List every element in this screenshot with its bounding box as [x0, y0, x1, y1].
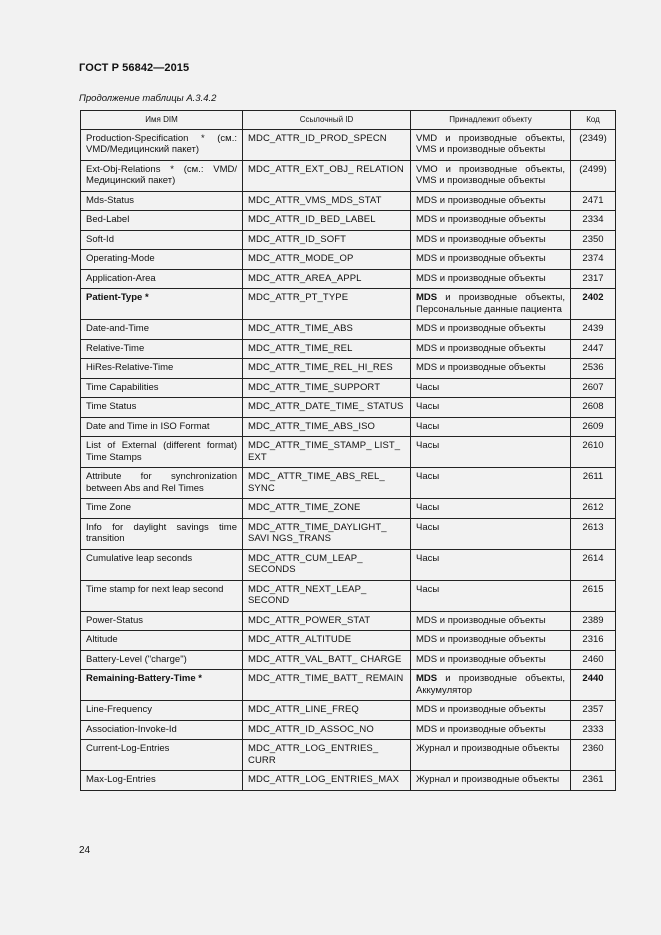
cell-dim-name: Time Zone	[81, 499, 243, 519]
cell-dim-name: Operating-Mode	[81, 250, 243, 270]
table-row	[81, 499, 616, 519]
cell-code: 2360	[571, 740, 616, 771]
cell-reference-id: MDC_ATTR_NEXT_LEAP_ SECOND	[243, 580, 411, 611]
cell-reference-id: MDC_ATTR_TIME_ABS_ISO	[243, 417, 411, 437]
table-row	[81, 518, 616, 549]
table-row	[81, 631, 616, 651]
cell-code: 2471	[571, 191, 616, 211]
cell-dim-name: Relative-Time	[81, 339, 243, 359]
cell-owner-object: Часы	[411, 378, 571, 398]
cell-code: (2349)	[571, 129, 616, 160]
cell-reference-id: MDC_ATTR_AREA_APPL	[243, 269, 411, 289]
cell-dim-name: Altitude	[81, 631, 243, 651]
cell-dim-name: Bed-Label	[81, 211, 243, 231]
table-caption: Продолжение таблицы А.3.4.2	[79, 93, 217, 104]
cell-reference-id: MDC_ATTR_TIME_BATT_ REMAIN	[243, 670, 411, 701]
cell-reference-id: MDC_ATTR_VMS_MDS_STAT	[243, 191, 411, 211]
cell-code: 2447	[571, 339, 616, 359]
column-header-reference-id: Ссылочный ID	[243, 111, 411, 130]
cell-dim-name: Soft-Id	[81, 230, 243, 250]
cell-dim-name: Cumulative leap seconds	[81, 549, 243, 580]
table-row	[81, 580, 616, 611]
cell-code: 2615	[571, 580, 616, 611]
cell-reference-id: MDC_ATTR_TIME_REL_HI_RES	[243, 359, 411, 379]
cell-owner-object: MDS и производные объекты	[411, 701, 571, 721]
cell-reference-id: MDC_ATTR_DATE_TIME_ STATUS	[243, 398, 411, 418]
cell-code: 2439	[571, 320, 616, 340]
cell-owner-object: Часы	[411, 518, 571, 549]
cell-code: 2609	[571, 417, 616, 437]
cell-dim-name: Time stamp for next leap second	[81, 580, 243, 611]
cell-owner-object: Часы	[411, 398, 571, 418]
table-body	[81, 129, 616, 790]
cell-reference-id: MDC_ATTR_TIME_DAYLIGHT_ SAVI NGS_TRANS	[243, 518, 411, 549]
cell-reference-id: MDC_ATTR_ID_SOFT	[243, 230, 411, 250]
page-number: 24	[79, 845, 91, 856]
cell-code: 2402	[571, 289, 616, 320]
cell-owner-object: MDS и производные объекты	[411, 631, 571, 651]
cell-code: 2607	[571, 378, 616, 398]
cell-owner-object: MDS и производные объекты	[411, 720, 571, 740]
cell-dim-name: Application-Area	[81, 269, 243, 289]
table-row	[81, 359, 616, 379]
cell-code: 2317	[571, 269, 616, 289]
cell-dim-name: Power-Status	[81, 611, 243, 631]
table-row	[81, 701, 616, 721]
cell-code: 2460	[571, 650, 616, 670]
cell-reference-id: MDC_ATTR_TIME_SUPPORT	[243, 378, 411, 398]
table-row	[81, 468, 616, 499]
cell-reference-id: MDC_ATTR_POWER_STAT	[243, 611, 411, 631]
cell-reference-id: MDC_ATTR_LOG_ENTRIES_ CURR	[243, 740, 411, 771]
cell-code: 2613	[571, 518, 616, 549]
cell-code: 2361	[571, 771, 616, 791]
cell-dim-name: Attribute for synchronization between Abs and Rel Times	[81, 468, 243, 499]
owner-rest: и производные объекты, Аккумулятор	[416, 673, 565, 696]
cell-reference-id: MDC_ATTR_LOG_ENTRIES_MAX	[243, 771, 411, 791]
cell-dim-name: Date and Time in ISO Format	[81, 417, 243, 437]
table-row	[81, 191, 616, 211]
cell-owner-object: Журнал и производные объекты	[411, 740, 571, 771]
cell-code: 2610	[571, 437, 616, 468]
cell-dim-name: Current-Log-Entries	[81, 740, 243, 771]
cell-code: 2333	[571, 720, 616, 740]
cell-dim-name: Remaining-Battery-Time *	[81, 670, 243, 701]
cell-dim-name: Patient-Type *	[81, 289, 243, 320]
cell-dim-name: Max-Log-Entries	[81, 771, 243, 791]
table-row	[81, 740, 616, 771]
table-row	[81, 771, 616, 791]
cell-owner-object: VMO и производные объекты, VMS и производные объекты	[411, 160, 571, 191]
cell-reference-id: MDC_ATTR_ID_ASSOC_NO	[243, 720, 411, 740]
cell-code: 2608	[571, 398, 616, 418]
cell-code: 2316	[571, 631, 616, 651]
cell-owner-object: MDS и производные объекты	[411, 269, 571, 289]
cell-owner-object: MDS и производные объекты	[411, 359, 571, 379]
cell-reference-id: MDC_ATTR_TIME_ZONE	[243, 499, 411, 519]
owner-bold-prefix: MDS	[416, 292, 438, 303]
cell-dim-name: Time Status	[81, 398, 243, 418]
table-row	[81, 230, 616, 250]
table-row	[81, 611, 616, 631]
cell-dim-name: Info for daylight savings time transition	[81, 518, 243, 549]
attributes-table	[80, 110, 616, 791]
table-row	[81, 320, 616, 340]
cell-owner-object: Часы	[411, 437, 571, 468]
column-header-code: Код	[571, 111, 616, 130]
table-row	[81, 437, 616, 468]
cell-dim-name: List of External (different format) Time Stamps	[81, 437, 243, 468]
cell-reference-id: MDC_ATTR_TIME_ABS	[243, 320, 411, 340]
cell-code: 2334	[571, 211, 616, 231]
table-row	[81, 398, 616, 418]
cell-owner-object: Часы	[411, 580, 571, 611]
cell-dim-name: Date-and-Time	[81, 320, 243, 340]
table-row	[81, 250, 616, 270]
table-row	[81, 417, 616, 437]
cell-code: 2611	[571, 468, 616, 499]
cell-code: 2440	[571, 670, 616, 701]
cell-dim-name: Battery-Level ("charge")	[81, 650, 243, 670]
cell-owner-object: MDS и производные объекты	[411, 339, 571, 359]
table-row	[81, 720, 616, 740]
cell-code: 2389	[571, 611, 616, 631]
cell-reference-id: MDC_ ATTR_TIME_ABS_REL_ SYNC	[243, 468, 411, 499]
cell-owner-object: MDS и производные объекты	[411, 211, 571, 231]
cell-dim-name: HiRes-Relative-Time	[81, 359, 243, 379]
cell-code: 2357	[571, 701, 616, 721]
cell-dim-name: Ext-Obj-Relations * (см.: VMD/ Медицинский пакет)	[81, 160, 243, 191]
cell-dim-name: Production-Specification * (см.: VMD/Медицинский пакет)	[81, 129, 243, 160]
cell-dim-name: Association-Invoke-Id	[81, 720, 243, 740]
cell-owner-object: VMD и производные объекты, VMS и производные объекты	[411, 129, 571, 160]
column-header-owner-object: Принадлежит объекту	[411, 111, 571, 130]
cell-reference-id: MDC_ATTR_EXT_OBJ_ RELATION	[243, 160, 411, 191]
cell-reference-id: MDC_ATTR_ALTITUDE	[243, 631, 411, 651]
table-row	[81, 650, 616, 670]
cell-owner-object: MDS и производные объекты	[411, 191, 571, 211]
cell-owner-object: MDS и производные объекты	[411, 650, 571, 670]
cell-owner-object	[411, 670, 571, 701]
cell-owner-object: Часы	[411, 417, 571, 437]
cell-reference-id: MDC_ATTR_ID_PROD_SPECN	[243, 129, 411, 160]
cell-dim-name: Line-Frequency	[81, 701, 243, 721]
cell-dim-name: Time Capabilities	[81, 378, 243, 398]
cell-owner-object: Часы	[411, 549, 571, 580]
table-header-row	[81, 111, 616, 130]
cell-reference-id: MDC_ATTR_MODE_OP	[243, 250, 411, 270]
table-row	[81, 549, 616, 580]
cell-code: 2374	[571, 250, 616, 270]
column-header-dim-name: Имя DIM	[81, 111, 243, 130]
cell-owner-object: Часы	[411, 499, 571, 519]
cell-code: 2614	[571, 549, 616, 580]
standard-title: ГОСТ Р 56842—2015	[79, 62, 190, 74]
owner-bold-prefix: MDS	[416, 673, 438, 684]
table-row	[81, 670, 616, 701]
cell-code: (2499)	[571, 160, 616, 191]
cell-reference-id: MDC_ATTR_CUM_LEAP_ SECONDS	[243, 549, 411, 580]
cell-reference-id: MDC_ATTR_LINE_FREQ	[243, 701, 411, 721]
table-row	[81, 339, 616, 359]
cell-dim-name: Mds-Status	[81, 191, 243, 211]
cell-code: 2612	[571, 499, 616, 519]
cell-owner-object: MDS и производные объекты	[411, 230, 571, 250]
cell-reference-id: MDC_ATTR_ID_BED_LABEL	[243, 211, 411, 231]
table-row	[81, 378, 616, 398]
table-row	[81, 269, 616, 289]
table-row	[81, 289, 616, 320]
cell-reference-id: MDC_ATTR_VAL_BATT_ CHARGE	[243, 650, 411, 670]
cell-reference-id: MDC_ATTR_TIME_STAMP_ LIST_ EXT	[243, 437, 411, 468]
table-row	[81, 129, 616, 160]
table-row	[81, 160, 616, 191]
table-row	[81, 211, 616, 231]
owner-rest: и производные объекты, Персональные данные пациента	[416, 292, 565, 315]
cell-owner-object: MDS и производные объекты	[411, 320, 571, 340]
cell-code: 2536	[571, 359, 616, 379]
cell-owner-object: MDS и производные объекты	[411, 250, 571, 270]
cell-owner-object: Часы	[411, 468, 571, 499]
cell-reference-id: MDC_ATTR_TIME_REL	[243, 339, 411, 359]
cell-owner-object: MDS и производные объекты	[411, 611, 571, 631]
cell-reference-id: MDC_ATTR_PT_TYPE	[243, 289, 411, 320]
cell-owner-object: Журнал и производные объекты	[411, 771, 571, 791]
cell-owner-object	[411, 289, 571, 320]
cell-code: 2350	[571, 230, 616, 250]
